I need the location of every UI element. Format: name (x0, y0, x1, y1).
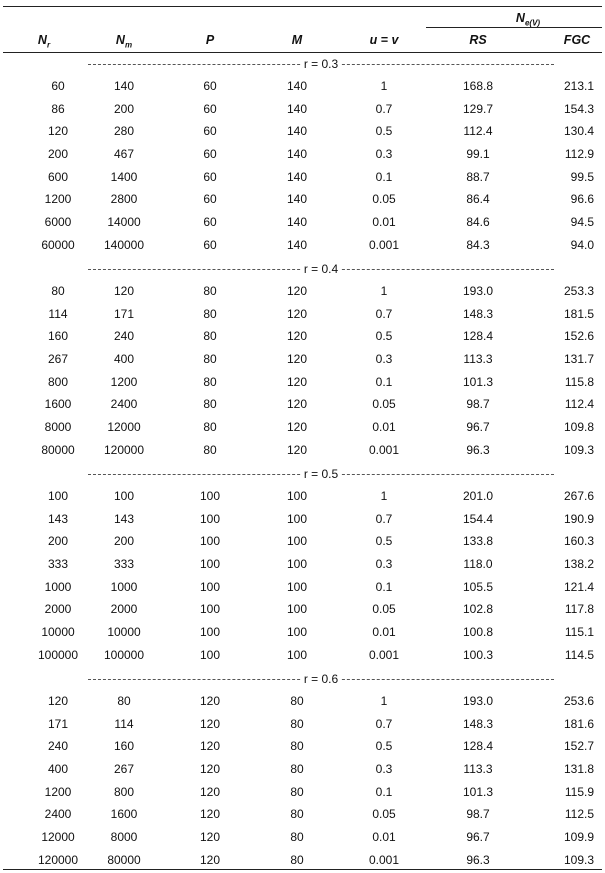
cell-uv: 0.5 (375, 329, 393, 344)
cell-uv: 0.01 (372, 419, 396, 434)
cell-nr: 2000 (44, 602, 72, 617)
cell-fgc: 152.7 (563, 739, 594, 754)
cell-rs: 113.3 (463, 351, 493, 366)
cell-fgc: 152.6 (563, 329, 594, 344)
cell-fgc: 213.1 (563, 79, 594, 93)
cell-p: 120 (199, 761, 221, 776)
cell-m: 120 (286, 397, 308, 412)
cell-fgc: 109.9 (563, 829, 594, 844)
table-row (0, 102, 605, 122)
cell-nr: 120 (47, 124, 69, 139)
cell-nr: 2400 (44, 807, 72, 822)
cell-rs: 148.3 (462, 306, 494, 321)
cell-nm: 14000 (107, 214, 141, 229)
cell-fgc: 253.6 (563, 694, 594, 708)
cell-rs: 128.4 (462, 329, 494, 344)
cell-nr: 160 (47, 329, 69, 344)
cell-fgc: 160.3 (563, 534, 594, 549)
table-row (0, 534, 605, 554)
cell-fgc: 117.8 (564, 602, 594, 617)
cell-p: 60 (203, 124, 217, 139)
cell-rs: 84.3 (466, 237, 490, 252)
table-row (0, 830, 605, 850)
cell-fgc: 115.8 (564, 374, 594, 389)
cell-rs: 112.4 (463, 124, 493, 139)
cell-p: 100 (199, 511, 221, 526)
cell-fgc: 181.6 (563, 716, 594, 731)
table-row (0, 397, 605, 417)
cell-rs: 154.4 (462, 511, 494, 526)
cell-nr: 60000 (41, 237, 75, 252)
cell-m: 140 (286, 192, 308, 207)
cell-m: 80 (290, 694, 304, 708)
table-row (0, 284, 605, 304)
header-nm-main: N (115, 33, 125, 47)
cell-nm: 171 (113, 306, 135, 321)
cell-uv: 0.1 (375, 374, 393, 389)
cell-p: 120 (199, 716, 221, 731)
cell-rs: 118.0 (463, 556, 493, 571)
cell-p: 80 (203, 442, 217, 457)
cell-p: 80 (203, 351, 217, 366)
cell-uv: 0.7 (375, 716, 393, 731)
cell-uv: 0.3 (375, 761, 393, 776)
cell-fgc: 130.4 (563, 124, 594, 139)
cell-uv: 0.05 (372, 192, 396, 207)
cell-nr: 100000 (37, 647, 79, 662)
cell-p: 100 (199, 556, 221, 571)
cell-p: 120 (199, 807, 221, 822)
table-row (0, 147, 605, 167)
header-fgc: FGC (563, 33, 591, 47)
group-label (88, 262, 554, 276)
cell-nm: 114 (114, 716, 134, 731)
cell-nr: 1200 (44, 192, 72, 207)
header-ne-main: N (515, 11, 525, 25)
cell-rs: 148.3 (462, 716, 494, 731)
cell-uv: 0.05 (372, 397, 396, 412)
cell-uv: 1 (380, 489, 388, 503)
cell-p: 80 (203, 419, 217, 434)
cell-nm: 400 (113, 351, 135, 366)
cell-rs: 101.3 (462, 374, 494, 389)
cell-nm: 200 (113, 534, 135, 549)
cell-p: 60 (203, 146, 217, 161)
table-row (0, 307, 605, 327)
header-nm (116, 33, 132, 50)
top-rule (3, 6, 602, 7)
table-row (0, 215, 605, 235)
cell-m: 100 (286, 511, 308, 526)
cell-nr: 114 (48, 306, 68, 321)
cell-m: 80 (290, 716, 304, 731)
cell-uv: 0.5 (375, 534, 393, 549)
header-nr (38, 33, 50, 50)
cell-fgc: 112.4 (564, 397, 594, 412)
cell-p: 60 (203, 169, 217, 184)
cell-fgc: 112.5 (564, 807, 594, 822)
cell-m: 80 (290, 807, 304, 822)
cell-nm: 12000 (107, 419, 141, 434)
table-row (0, 625, 605, 645)
cell-fgc: 109.3 (563, 442, 594, 457)
cell-nm: 120000 (103, 442, 145, 457)
cell-nm: 100 (113, 489, 135, 503)
cell-m: 120 (286, 374, 308, 389)
cell-m: 120 (286, 419, 308, 434)
cell-nm: 1200 (110, 374, 138, 389)
header-rs: RS (469, 33, 487, 47)
cell-rs: 113.3 (463, 761, 493, 776)
header-nm-sub: m (124, 40, 133, 50)
cell-fgc: 190.9 (563, 511, 594, 526)
header-rule (3, 52, 602, 53)
cell-fgc: 94.5 (570, 214, 594, 229)
table-row (0, 79, 605, 99)
cell-nr: 333 (47, 556, 69, 571)
cell-rs: 201.0 (462, 489, 494, 503)
cell-nr: 1000 (44, 579, 72, 594)
cell-p: 100 (199, 602, 221, 617)
cell-m: 80 (290, 739, 304, 754)
cell-m: 120 (286, 329, 308, 344)
cell-nm: 140 (113, 79, 135, 93)
cell-nm: 8000 (110, 829, 138, 844)
cell-fgc: 121.4 (563, 579, 594, 594)
cell-uv: 0.3 (375, 351, 393, 366)
cell-p: 100 (199, 534, 221, 549)
cell-nr: 1200 (44, 784, 72, 799)
cell-nr: 6000 (44, 214, 72, 229)
cell-m: 100 (286, 579, 308, 594)
cell-rs: 86.4 (466, 192, 490, 207)
cell-nr: 86 (51, 101, 65, 116)
cell-nm: 1000 (110, 579, 138, 594)
cell-fgc: 154.3 (563, 101, 594, 116)
cell-rs: 98.7 (466, 807, 490, 822)
cell-uv: 0.05 (372, 602, 396, 617)
cell-rs: 129.7 (462, 101, 494, 116)
group-header (88, 672, 554, 686)
cell-nr: 600 (47, 169, 69, 184)
cell-fgc: 181.5 (563, 306, 594, 321)
cell-m: 140 (286, 79, 308, 93)
cell-rs: 98.7 (466, 397, 490, 412)
cell-fgc: 115.1 (564, 624, 594, 639)
cell-rs: 105.5 (462, 579, 494, 594)
header-ne-sub: e(V) (524, 18, 541, 28)
cell-rs: 96.7 (466, 419, 490, 434)
cell-m: 120 (286, 351, 308, 366)
cell-uv: 0.001 (368, 647, 400, 662)
cell-nr: 800 (47, 374, 69, 389)
cell-m: 120 (286, 284, 308, 298)
cell-fgc: 109.3 (563, 852, 594, 867)
table-row (0, 375, 605, 395)
cell-fgc: 131.8 (563, 761, 594, 776)
group-header (88, 262, 554, 276)
cell-rs: 84.6 (466, 214, 490, 229)
table-row (0, 785, 605, 805)
header-ne (516, 11, 540, 28)
cell-nm: 200 (113, 101, 135, 116)
cell-rs: 96.7 (466, 829, 490, 844)
header-uv: u = v (369, 33, 399, 47)
cell-fgc: 114.5 (564, 647, 594, 662)
cell-m: 80 (290, 852, 304, 867)
cell-p: 120 (199, 739, 221, 754)
cell-nr: 8000 (44, 419, 72, 434)
table-row (0, 580, 605, 600)
group-label (88, 672, 554, 686)
cell-p: 120 (199, 694, 221, 708)
cell-nm: 143 (113, 511, 135, 526)
group-label-text: r = 0.3 (301, 57, 341, 71)
cell-nm: 467 (113, 146, 135, 161)
group-label-text: r = 0.5 (301, 467, 341, 481)
cell-fgc: 267.6 (563, 489, 594, 503)
cell-uv: 0.3 (375, 146, 393, 161)
cell-nm: 80000 (107, 852, 141, 867)
group-label-text: r = 0.4 (301, 262, 341, 276)
cell-nm: 800 (113, 784, 135, 799)
cell-p: 100 (199, 579, 221, 594)
cell-fgc: 131.7 (563, 351, 594, 366)
table-row (0, 489, 605, 509)
cell-uv: 0.001 (368, 852, 400, 867)
cell-nm: 1600 (110, 807, 138, 822)
cell-nr: 1600 (44, 397, 72, 412)
cell-uv: 1 (380, 79, 388, 93)
cell-p: 100 (199, 624, 221, 639)
header-p: P (205, 33, 215, 47)
cell-uv: 0.1 (375, 579, 393, 594)
cell-p: 60 (203, 214, 217, 229)
cell-m: 100 (286, 647, 308, 662)
cell-p: 120 (199, 829, 221, 844)
table-row (0, 192, 605, 212)
table-row (0, 602, 605, 622)
cell-m: 140 (286, 214, 308, 229)
cell-uv: 0.05 (372, 807, 396, 822)
cell-m: 140 (286, 237, 308, 252)
cell-rs: 102.8 (462, 602, 494, 617)
cell-m: 100 (286, 624, 308, 639)
cell-nr: 200 (47, 146, 69, 161)
cell-rs: 99.1 (466, 146, 490, 161)
cell-rs: 96.3 (466, 852, 490, 867)
cell-uv: 0.7 (375, 306, 393, 321)
table-row (0, 717, 605, 737)
cell-nm: 2000 (110, 602, 138, 617)
cell-uv: 0.5 (375, 739, 393, 754)
cell-nr: 80000 (41, 442, 75, 457)
group-label-text: r = 0.6 (301, 672, 341, 686)
cell-nm: 2800 (110, 192, 138, 207)
cell-m: 140 (286, 124, 308, 139)
cell-uv: 0.1 (375, 784, 393, 799)
cell-nr: 10000 (41, 624, 75, 639)
cell-nr: 100 (47, 489, 69, 503)
cell-nm: 100000 (103, 647, 145, 662)
cell-p: 100 (199, 489, 221, 503)
cell-p: 80 (203, 284, 217, 298)
cell-uv: 0.7 (375, 511, 393, 526)
cell-nr: 80 (51, 284, 65, 298)
cell-m: 100 (286, 489, 308, 503)
table-row (0, 420, 605, 440)
cell-nr: 240 (47, 739, 69, 754)
cell-m: 140 (286, 169, 308, 184)
table-row (0, 762, 605, 782)
cell-p: 80 (203, 374, 217, 389)
cell-nm: 240 (113, 329, 135, 344)
cell-m: 140 (286, 146, 308, 161)
group-label (88, 57, 554, 71)
table-row (0, 694, 605, 714)
cell-uv: 0.001 (368, 442, 400, 457)
cell-p: 60 (203, 101, 217, 116)
cell-nm: 160 (113, 739, 135, 754)
cell-nr: 60 (51, 79, 65, 93)
cell-m: 80 (290, 761, 304, 776)
cell-nr: 200 (47, 534, 69, 549)
cell-rs: 100.8 (462, 624, 494, 639)
cell-rs: 193.0 (462, 284, 494, 298)
group-header (88, 467, 554, 481)
cell-nr: 400 (47, 761, 69, 776)
cell-fgc: 253.3 (563, 284, 594, 298)
group-label (88, 467, 554, 481)
table-row (0, 352, 605, 372)
header-nr-sub: r (46, 40, 51, 50)
cell-m: 80 (290, 829, 304, 844)
cell-rs: 193.0 (462, 694, 494, 708)
cell-m: 120 (286, 442, 308, 457)
cell-fgc: 94.0 (570, 237, 594, 252)
cell-nm: 280 (113, 124, 135, 139)
table-row (0, 557, 605, 577)
table-row (0, 170, 605, 190)
cell-uv: 0.3 (375, 556, 393, 571)
cell-uv: 0.1 (375, 169, 393, 184)
cell-fgc: 115.9 (564, 784, 594, 799)
cell-uv: 0.01 (372, 829, 396, 844)
table-row (0, 124, 605, 144)
cell-p: 60 (203, 192, 217, 207)
cell-nm: 267 (113, 761, 135, 776)
cell-nm: 80 (117, 694, 131, 708)
cell-nm: 2400 (110, 397, 138, 412)
cell-rs: 133.8 (462, 534, 494, 549)
table-row (0, 512, 605, 532)
cell-m: 100 (286, 602, 308, 617)
cell-rs: 96.3 (466, 442, 490, 457)
table-row (0, 329, 605, 349)
cell-rs: 88.7 (466, 169, 490, 184)
table-row (0, 238, 605, 258)
cell-nr: 120 (47, 694, 69, 708)
cell-nr: 267 (47, 351, 69, 366)
cell-fgc: 138.2 (563, 556, 594, 571)
table-row (0, 807, 605, 827)
cell-m: 100 (286, 534, 308, 549)
cell-uv: 0.5 (375, 124, 393, 139)
cell-uv: 0.001 (368, 237, 400, 252)
cell-fgc: 109.8 (563, 419, 594, 434)
cell-nr: 171 (47, 716, 69, 731)
bottom-rule (3, 869, 602, 870)
header-m: M (291, 33, 303, 47)
cell-rs: 128.4 (462, 739, 494, 754)
cell-nm: 1400 (110, 169, 138, 184)
cell-nm: 10000 (107, 624, 141, 639)
cell-p: 60 (203, 79, 217, 93)
cell-p: 80 (203, 306, 217, 321)
cell-m: 140 (286, 101, 308, 116)
table-row (0, 443, 605, 463)
cell-p: 100 (199, 647, 221, 662)
cell-fgc: 96.6 (570, 192, 594, 207)
cell-rs: 101.3 (462, 784, 494, 799)
table-row (0, 739, 605, 759)
cell-nm: 120 (113, 284, 135, 298)
cell-m: 80 (290, 784, 304, 799)
header-nr-main: N (37, 33, 47, 47)
cell-nr: 143 (47, 511, 69, 526)
cell-rs: 100.3 (462, 647, 494, 662)
cell-uv: 1 (380, 284, 388, 298)
cell-nm: 333 (113, 556, 135, 571)
cell-uv: 0.7 (375, 101, 393, 116)
cell-nr: 120000 (37, 852, 79, 867)
cell-m: 100 (286, 556, 308, 571)
cell-rs: 168.8 (462, 79, 494, 93)
cell-nr: 12000 (41, 829, 75, 844)
cell-p: 80 (203, 397, 217, 412)
cell-p: 120 (199, 784, 221, 799)
cell-fgc: 112.9 (564, 146, 594, 161)
cell-p: 120 (199, 852, 221, 867)
cell-p: 80 (203, 329, 217, 344)
table-row (0, 648, 605, 668)
ne-rule (426, 27, 602, 28)
group-header (88, 57, 554, 71)
cell-uv: 0.01 (372, 624, 396, 639)
cell-nm: 140000 (103, 237, 145, 252)
cell-uv: 0.01 (372, 214, 396, 229)
cell-p: 60 (203, 237, 217, 252)
cell-fgc: 99.5 (570, 169, 594, 184)
cell-m: 120 (286, 306, 308, 321)
cell-uv: 1 (380, 694, 388, 708)
